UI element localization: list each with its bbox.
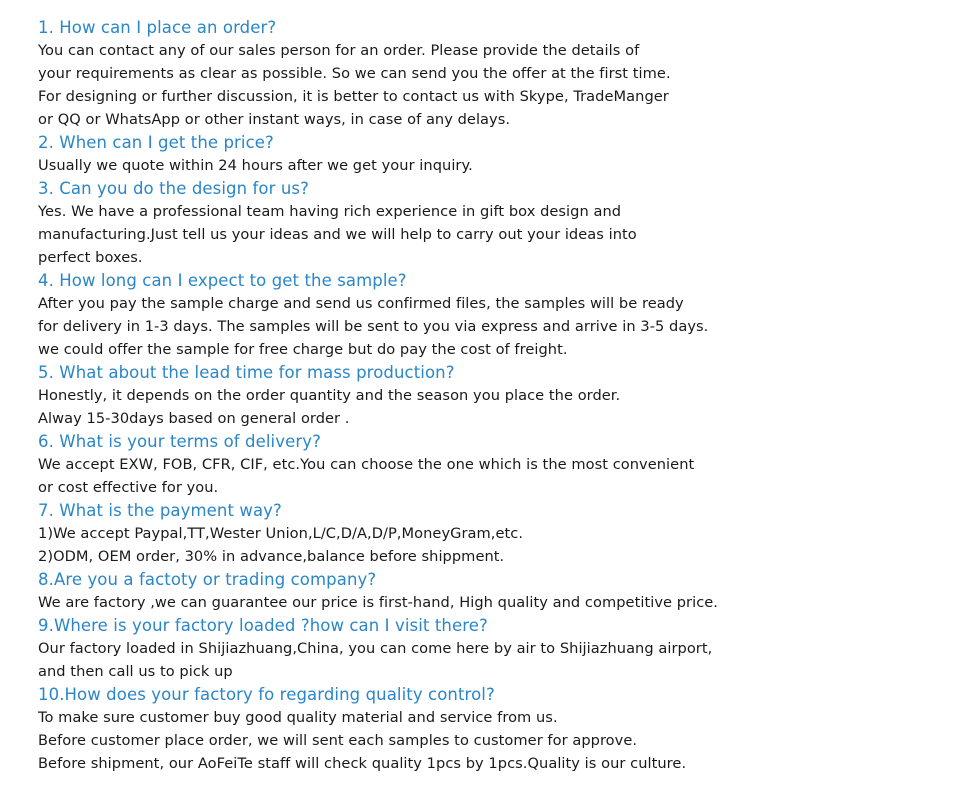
faq-answer-line: For designing or further discussion, it is better to contact us with Skype, TradeManger bbox=[38, 88, 669, 105]
faq-answer-line: 2)ODM, OEM order, 30% in advance,balance before shippment. bbox=[38, 548, 505, 565]
faq-answer-line: To make sure customer buy good quality material and service from us. bbox=[38, 709, 558, 726]
faq-item-9 bbox=[38, 614, 938, 683]
faq-answer-line: We accept EXW, FOB, CFR, CIF, etc.You can choose the one which is the most convenient bbox=[38, 456, 695, 473]
faq-item-4 bbox=[38, 269, 938, 361]
faq-answer-line: or cost effective for you. bbox=[38, 479, 219, 496]
faq-list bbox=[38, 16, 938, 775]
faq-answer-line: perfect boxes. bbox=[38, 249, 143, 266]
faq-item-1 bbox=[38, 16, 938, 131]
faq-item-10 bbox=[38, 683, 938, 775]
faq-answer-line: for delivery in 1-3 days. The samples will be sent to you via express and arrive in 3-5 days. bbox=[38, 318, 709, 335]
faq-answer-line: and then call us to pick up bbox=[38, 663, 233, 680]
faq-answer-line: manufacturing.Just tell us your ideas and we will help to carry out your ideas into bbox=[38, 226, 637, 243]
faq-answer-line: Before customer place order, we will sent each samples to customer for approve. bbox=[38, 732, 638, 749]
faq-question: 6. What is your terms of delivery? bbox=[38, 432, 321, 451]
faq-question: 5. What about the lead time for mass production? bbox=[38, 363, 455, 382]
faq-answer-line: After you pay the sample charge and send us confirmed files, the samples will be ready bbox=[38, 295, 684, 312]
faq-answer-line: or QQ or WhatsApp or other instant ways, in case of any delays. bbox=[38, 111, 511, 128]
faq-answer-line: Honestly, it depends on the order quantity and the season you place the order. bbox=[38, 387, 621, 404]
faq-item-5 bbox=[38, 361, 938, 430]
faq-answer-line: we could offer the sample for free charge but do pay the cost of freight. bbox=[38, 341, 568, 358]
faq-question: 9.Where is your factory loaded ?how can I visit there? bbox=[38, 616, 488, 635]
faq-question: 3. Can you do the design for us? bbox=[38, 179, 309, 198]
faq-question: 1. How can I place an order? bbox=[38, 18, 277, 37]
faq-answer-line: Yes. We have a professional team having rich experience in gift box design and bbox=[38, 203, 622, 220]
faq-item-2 bbox=[38, 131, 938, 177]
faq-question: 2. When can I get the price? bbox=[38, 133, 274, 152]
faq-answer-line: Usually we quote within 24 hours after we get your inquiry. bbox=[38, 157, 473, 174]
faq-answer-line: You can contact any of our sales person for an order. Please provide the details of bbox=[38, 42, 640, 59]
faq-answer-line: 1)We accept Paypal,TT,Wester Union,L/C,D/A,D/P,MoneyGram,etc. bbox=[38, 525, 524, 542]
faq-answer-line: We are factory ,we can guarantee our price is first-hand, High quality and competitive price. bbox=[38, 594, 718, 611]
faq-item-6 bbox=[38, 430, 938, 499]
faq-item-7 bbox=[38, 499, 938, 568]
faq-answer-line: your requirements as clear as possible. So we can send you the offer at the first time. bbox=[38, 65, 671, 82]
faq-question: 4. How long can I expect to get the sample? bbox=[38, 271, 407, 290]
faq-answer-line: Alway 15-30days based on general order . bbox=[38, 410, 350, 427]
faq-answer-line: Our factory loaded in Shijiazhuang,China, you can come here by air to Shijiazhuang airport, bbox=[38, 640, 713, 657]
faq-question: 8.Are you a factoty or trading company? bbox=[38, 570, 377, 589]
faq-answer-line: Before shipment, our AoFeiTe staff will check quality 1pcs by 1pcs.Quality is our culture. bbox=[38, 755, 687, 772]
faq-item-8 bbox=[38, 568, 938, 614]
faq-question: 10.How does your factory fo regarding quality control? bbox=[38, 685, 495, 704]
faq-item-3 bbox=[38, 177, 938, 269]
faq-question: 7. What is the payment way? bbox=[38, 501, 282, 520]
